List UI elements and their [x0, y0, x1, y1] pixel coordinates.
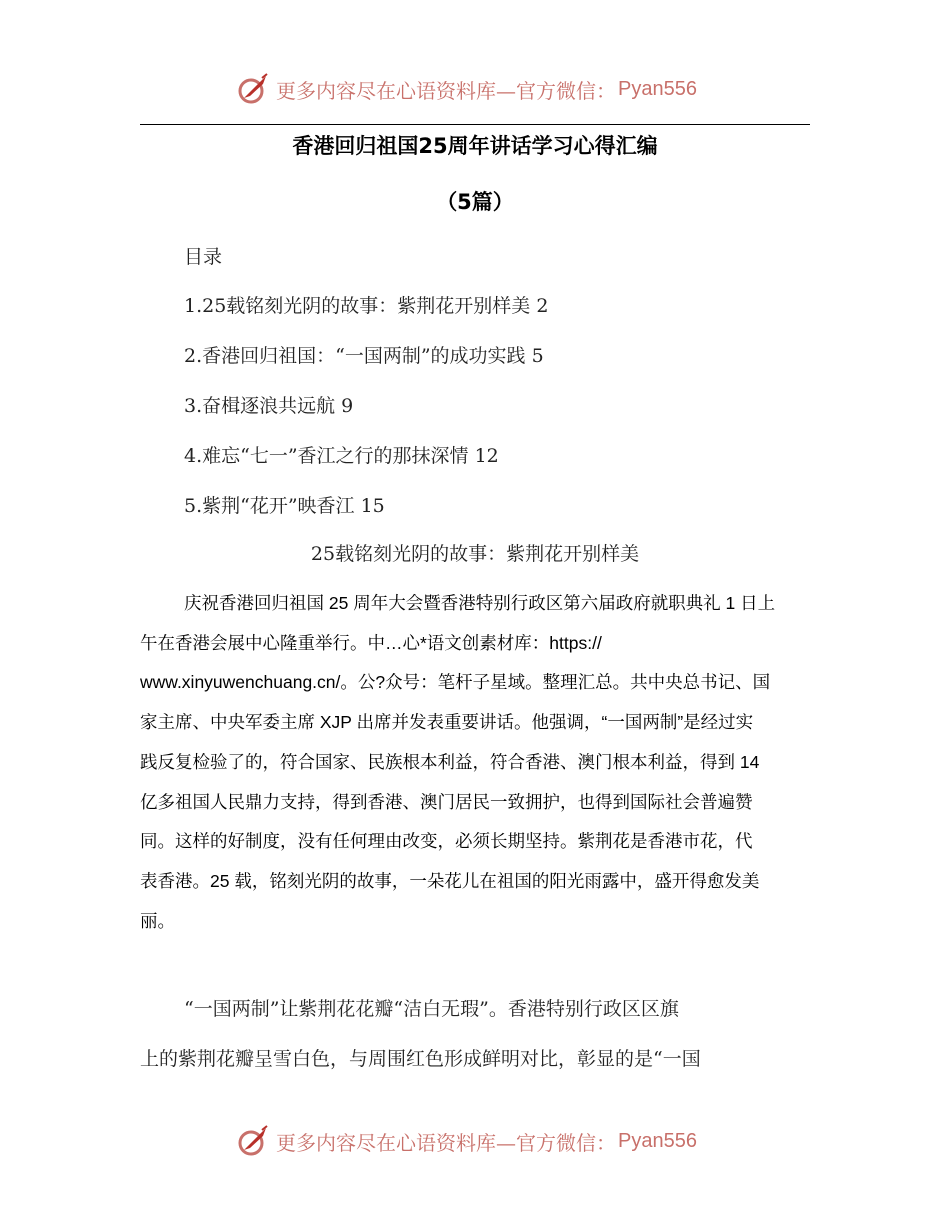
watermark-wechat-id: Pyan556 [618, 1129, 697, 1152]
paragraph-line: 午在香港会展中心隆重举行。中…心*语文创素材库：https:// [140, 632, 602, 653]
quill-logo-icon [236, 1124, 270, 1158]
toc-heading: 目录 [184, 246, 223, 268]
toc-entry: 3.奋楫逐浪共远航 9 [184, 395, 354, 417]
watermark-banner-top [236, 72, 697, 106]
document-title: 香港回归祖国25周年讲话学习心得汇编 [292, 134, 658, 158]
paragraph-line: 家主席、中央军委主席 XJP 出席并发表重要讲话。他强调，“一国两制”是经过实 [140, 712, 754, 733]
watermark-text: 更多内容尽在心语资料库—官方微信： [276, 78, 616, 103]
watermark-text: 更多内容尽在心语资料库—官方微信： [276, 1130, 616, 1155]
paragraph-line: 亿多祖国人民鼎力支持，得到香港、澳门居民一致拥护，也得到国际社会普遍赞 [140, 791, 753, 812]
quill-logo-icon [236, 72, 270, 106]
paragraph-line: 上的紫荆花瓣呈雪白色，与周围红色形成鲜明对比，彰显的是“一国 [140, 1048, 701, 1070]
body-paragraph-2 [140, 984, 810, 1084]
header-rule [140, 124, 810, 125]
section-heading: 25载铭刻光阴的故事：紫荆花开别样美 [310, 543, 640, 565]
toc-entry: 4.难忘“七一”香江之行的那抹深情 12 [184, 445, 499, 467]
toc-entry: 2.香港回归祖国：“一国两制”的成功实践 5 [184, 345, 544, 367]
paragraph-line: www.xinyuwenchuang.cn/。公?众号：笔杆子星域。整理汇总。共中央总书记、国 [140, 672, 771, 693]
paragraph-line: 表香港。25 载，铭刻光阴的故事，一朵花儿在祖国的阳光雨露中，盛开得愈发美 [140, 870, 760, 891]
watermark-banner-bottom [236, 1124, 697, 1158]
paragraph-line: “一国两制”让紫荆花花瓣“洁白无瑕”。香港特别行政区区旗 [184, 998, 679, 1020]
watermark-wechat-id: Pyan556 [618, 77, 697, 100]
paragraph-line: 丽。 [140, 910, 175, 931]
toc-entry: 5.紫荆“花开”映香江 15 [184, 495, 385, 517]
body-paragraph-1 [140, 584, 810, 941]
document-subtitle: （5篇） [436, 190, 514, 214]
toc-entry: 1.25载铭刻光阴的故事：紫荆花开别样美 2 [184, 295, 549, 317]
paragraph-line: 同。这样的好制度，没有任何理由改变，必须长期坚持。紫荆花是香港市花，代 [140, 831, 753, 852]
paragraph-line: 践反复检验了的，符合国家、民族根本利益，符合香港、澳门根本利益，得到 14 [140, 751, 760, 772]
paragraph-line: 庆祝香港回归祖国 25 周年大会暨香港特别行政区第六届政府就职典礼 1 日上 [184, 593, 776, 613]
